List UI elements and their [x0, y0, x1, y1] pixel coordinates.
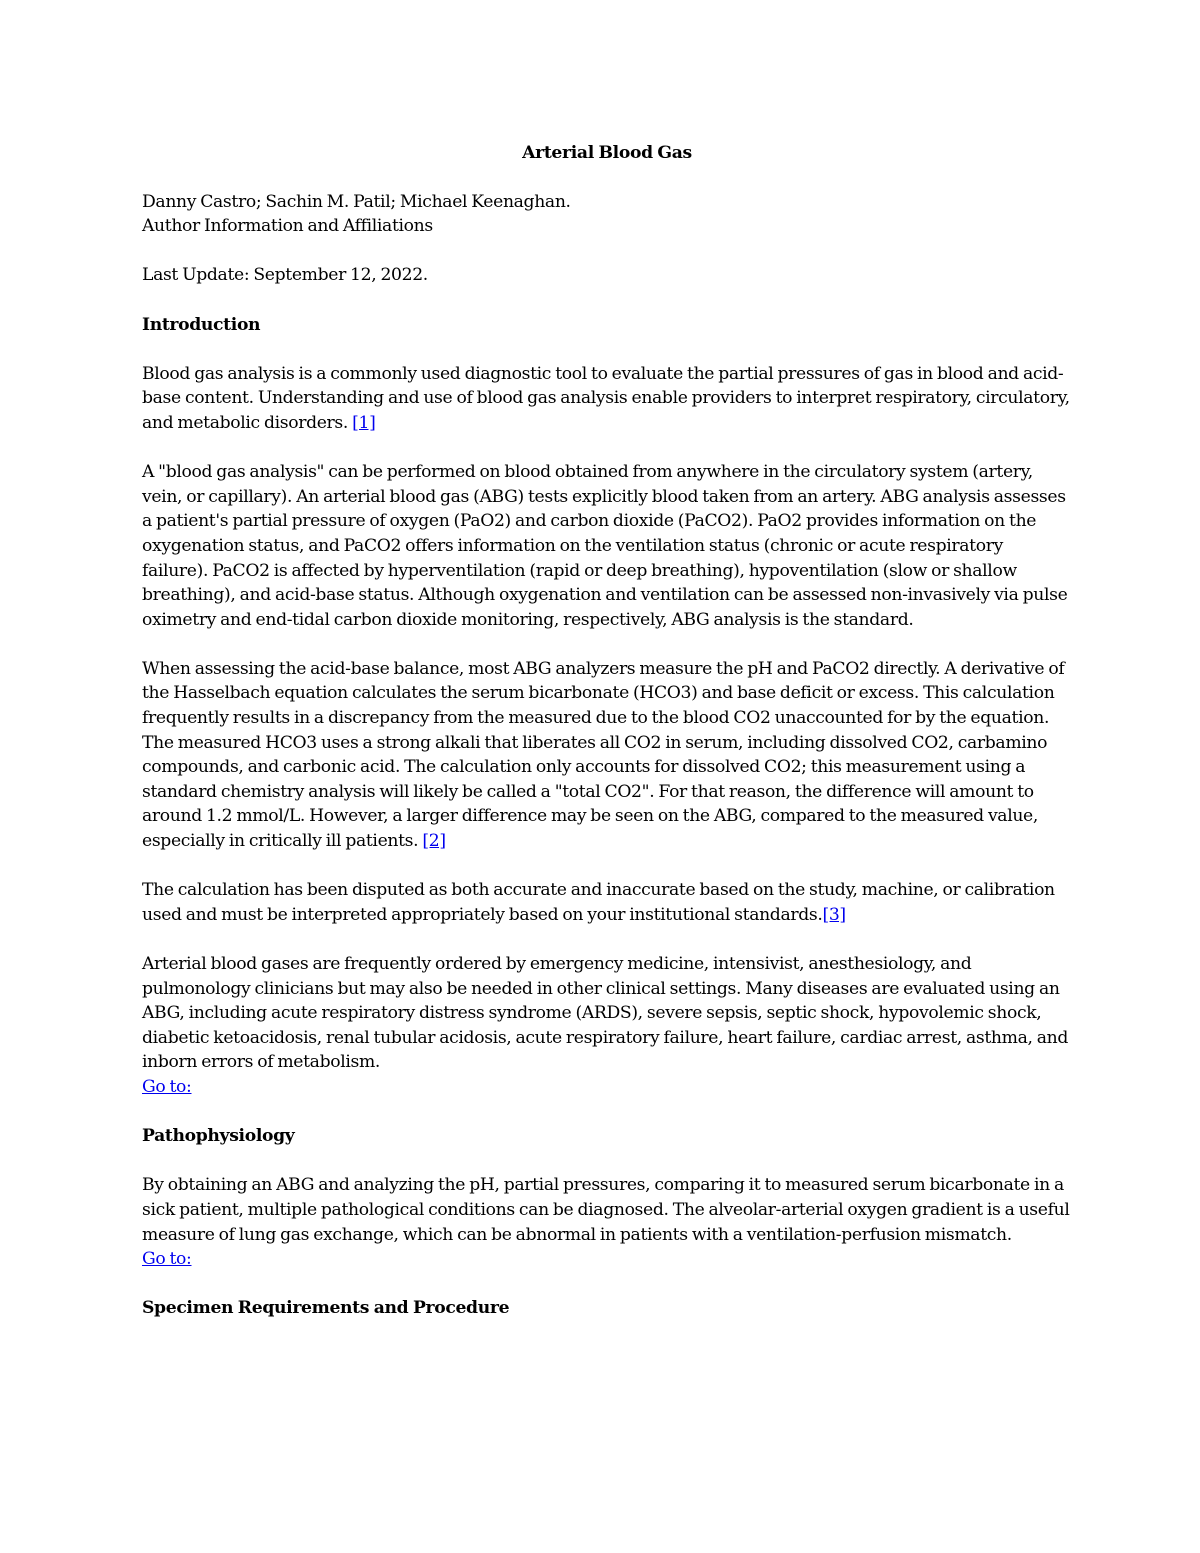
goto-link-introduction[interactable]: Go to: [142, 1076, 192, 1097]
section-heading-introduction: Introduction [142, 314, 261, 335]
intro-paragraph-4-text: The calculation has been disputed as both accurate and inaccurate based on the study, machine, or calibration used and must be interpreted appropriately based on your institutional standards. [142, 880, 1055, 925]
reference-link-3[interactable]: [3] [822, 904, 846, 925]
intro-paragraph-1-text: Blood gas analysis is a commonly used diagnostic tool to evaluate the partial pressures of gas in blood and acid-base content. Understanding and use of blood gas analysis enable providers to interpret respiratory, circulatory, and metabolic disorders. [142, 363, 1070, 433]
last-update: Last Update: September 12, 2022. [142, 265, 428, 286]
author-info-link[interactable]: Author Information and Affiliations [142, 216, 433, 237]
section-heading-specimen: Specimen Requirements and Procedure [142, 1298, 510, 1319]
authors: Danny Castro; Sachin M. Patil; Michael Keenaghan. [142, 191, 571, 212]
patho-paragraph-1: By obtaining an ABG and analyzing the pH, partial pressures, comparing it to measured serum bicarbonate in a sick patient, multiple pathological conditions can be diagnosed. The alveolar-arterial oxygen gradient is a useful measure of lung gas exchange, which can be abnormal in patients with a ventilation-perfusion mismatch. [142, 1175, 1070, 1245]
intro-paragraph-5: Arterial blood gases are frequently ordered by emergency medicine, intensivist, anesthesiology, and pulmonology clinicians but may also be needed in other clinical settings. Many diseases are evaluated using an ABG, including acute respiratory distress syndrome (ARDS), severe sepsis, septic shock, hypovolemic shock, diabetic ketoacidosis, renal tubular acidosis, acute respiratory failure, heart failure, cardiac arrest, asthma, and inborn errors of metabolism. [142, 954, 1068, 1073]
reference-link-2[interactable]: [2] [422, 831, 446, 852]
intro-paragraph-2: A "blood gas analysis" can be performed on blood obtained from anywhere in the circulatory system (artery, vein, or capillary). An arterial blood gas (ABG) tests explicitly blood taken from an artery. ABG analysis assesses a patient's partial pressure of oxygen (PaO2) and carbon dioxide (PaCO2). PaO2 provides information on the oxygenation status, and PaCO2 offers information on the ventilation status (chronic or acute respiratory failure). PaCO2 is affected by hyperventilation (rapid or deep breathing), hypoventilation (slow or shallow breathing), and acid-base status. Although oxygenation and ventilation can be assessed non-invasively via pulse oximetry and end-tidal carbon dioxide monitoring, respectively, ABG analysis is the standard. [142, 462, 1068, 630]
intro-paragraph-3 [142, 657, 1072, 854]
intro-paragraph-3-text: When assessing the acid-base balance, most ABG analyzers measure the pH and PaCO2 directly. A derivative of the Hasselbach equation calculates the serum bicarbonate (HCO3) and base deficit or excess. This calculation frequently results in a discrepancy from the measured due to the blood CO2 unaccounted for by the equation. The measured HCO3 uses a strong alkali that liberates all CO2 in serum, including dissolved CO2, carbamino compounds, and carbonic acid. The calculation only accounts for dissolved CO2; this measurement using a standard chemistry analysis will likely be called a "total CO2". For that reason, the difference will amount to around 1.2 mmol/L. However, a larger difference may be seen on the ABG, compared to the measured value, especially in critically ill patients. [142, 658, 1065, 852]
document-title: Arterial Blood Gas [522, 143, 692, 163]
goto-link-pathophysiology[interactable]: Go to: [142, 1249, 192, 1270]
intro-paragraph-1 [142, 362, 1072, 436]
intro-paragraph-4 [142, 878, 1072, 927]
reference-link-1[interactable]: [1] [352, 412, 376, 433]
section-heading-pathophysiology: Pathophysiology [142, 1126, 295, 1147]
document-page [142, 141, 1072, 1321]
